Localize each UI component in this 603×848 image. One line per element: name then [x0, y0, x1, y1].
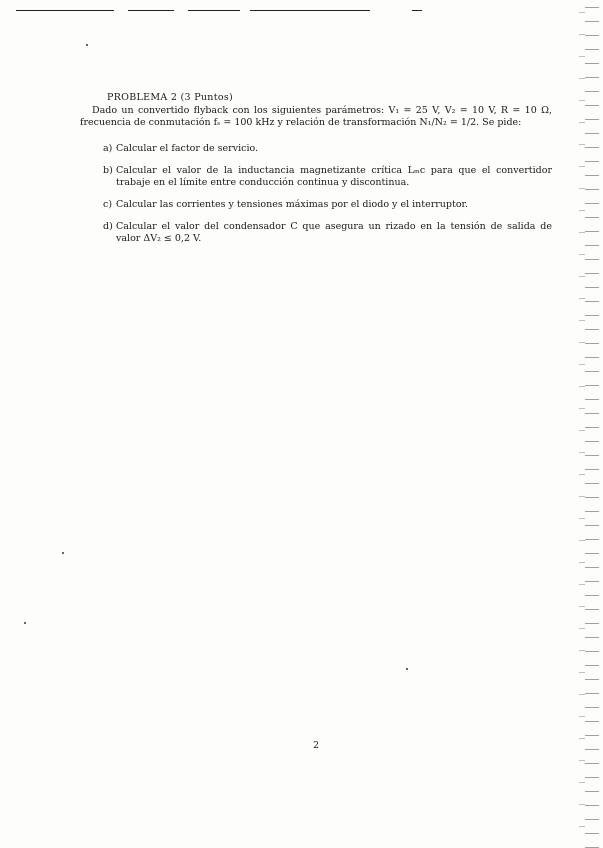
problem-intro-text: Dado un convertido flyback con los siguientes parámetros: V₁ = 25 V, V₂ = 10 V, R = 10 Ω, frecuencia de conmutación fₛ = 100 kHz y relación de transformación N₁/N₂ = 1/2. Se pide:	[80, 105, 552, 128]
question-item	[80, 143, 552, 155]
scan-speck	[62, 552, 64, 554]
scan-speck	[86, 44, 88, 46]
binding-edge-artifact	[585, 0, 599, 848]
question-label: a)	[103, 143, 113, 154]
question-text: Calcular las corrientes y tensiones máximas por el diodo y el interruptor.	[116, 199, 469, 210]
question-list	[80, 143, 552, 245]
question-label: d)	[103, 221, 113, 232]
scan-artifact-line	[250, 10, 370, 11]
question-item	[80, 199, 552, 211]
question-item	[80, 165, 552, 189]
question-item	[80, 221, 552, 245]
question-label: b)	[103, 165, 113, 176]
page-number: 2	[313, 740, 320, 751]
scan-artifact-line	[412, 10, 422, 11]
question-label: c)	[103, 199, 113, 210]
scan-artifact-line	[128, 10, 174, 11]
scan-artifact-line	[188, 10, 240, 11]
question-text: Calcular el valor de la inductancia magnetizante crítica Lₘc para que el convertidor trabaje en el límite entre conducción continua y discontinua.	[116, 165, 552, 188]
scan-speck	[406, 668, 408, 670]
problem-statement	[80, 105, 552, 129]
binding-edge-artifact	[579, 0, 585, 848]
question-text: Calcular el valor del condensador C que asegura un rizado en la tensión de salida de valor ΔV₂ ≤ 0,2 V.	[116, 221, 552, 244]
scan-artifact-line	[16, 10, 114, 11]
problem-block	[80, 92, 552, 255]
scan-speck	[24, 622, 26, 624]
question-text: Calcular el factor de servicio.	[116, 143, 259, 154]
problem-title: PROBLEMA 2 (3 Puntos)	[107, 92, 234, 103]
